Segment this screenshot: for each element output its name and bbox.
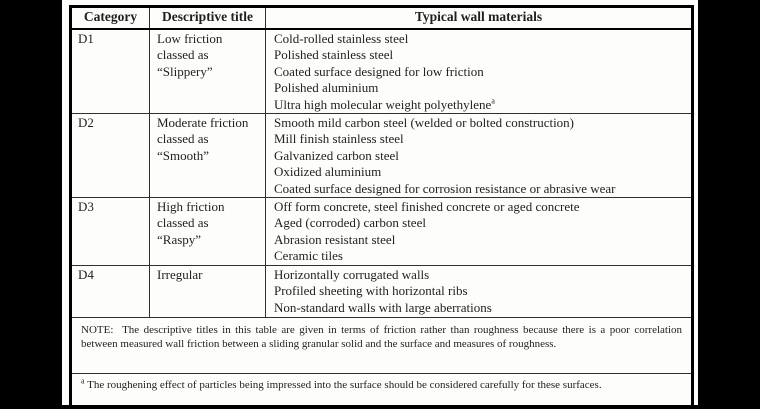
col-header-typical-wall-materials: Typical wall materials (266, 7, 693, 30)
title-line: classed as (157, 47, 209, 63)
material-line: Polished stainless steel (274, 47, 394, 63)
footnote-ref-sup: a (491, 96, 495, 106)
materials-cell (266, 265, 693, 317)
title-line: classed as (157, 131, 209, 147)
materials-cell (266, 114, 693, 198)
material-line: Aged (corroded) carbon steel (274, 215, 426, 231)
materials-cell (266, 198, 693, 266)
note-cell: NOTE: The descriptive titles in this table are given in terms of friction rather than roughness because there is a poor correlation between measured wall friction between a sliding granular solid and the surface and measures of roughness. (71, 317, 693, 373)
material-line: Abrasion resistant steel (274, 231, 396, 247)
materials-cell (266, 29, 693, 114)
category-cell: D1 (71, 29, 150, 114)
table-row-d1 (71, 29, 693, 114)
footnote-cell (71, 373, 693, 407)
letterbox-right (698, 0, 760, 405)
title-line: “Smooth” (157, 147, 209, 163)
descriptive-title-cell (150, 114, 266, 198)
material-line: Oxidized aluminium (274, 164, 382, 180)
title-line: High friction (157, 199, 225, 215)
letterbox-left (0, 0, 62, 405)
material-text: Ultra high molecular weight polyethylene (274, 96, 492, 112)
material-line: Coated surface designed for corrosion resistance or abrasive wear (274, 180, 616, 196)
document-page (62, 0, 698, 405)
wall-materials-table (69, 5, 694, 409)
material-line: Off form concrete, steel finished concrete or aged concrete (274, 199, 580, 215)
title-line: “Raspy” (157, 231, 202, 247)
title-line: Low friction (157, 31, 223, 46)
table-row-d4 (71, 265, 693, 317)
material-line: Mill finish stainless steel (274, 131, 404, 147)
material-line: Horizontally corrugated walls (274, 266, 430, 282)
header-row (71, 7, 693, 30)
footnote-row (71, 373, 693, 407)
title-line: classed as (157, 215, 209, 231)
material-line: Non-standard walls with large aberrations (274, 299, 492, 315)
material-line: Polished aluminium (274, 80, 379, 96)
title-line: “Slippery” (157, 63, 213, 79)
table-row-d3 (71, 198, 693, 266)
material-line: Galvanized carbon steel (274, 147, 399, 163)
table-row-d2 (71, 114, 693, 198)
material-line: Cold-rolled stainless steel (274, 31, 409, 46)
material-line: Profiled sheeting with horizontal ribs (274, 283, 468, 299)
category-cell: D4 (71, 265, 150, 317)
footnote-marker-sup: a (81, 376, 85, 386)
material-line: Ceramic tiles (274, 248, 343, 264)
category-cell: D3 (71, 198, 150, 266)
title-line: Moderate friction (157, 115, 249, 131)
material-line (274, 97, 687, 113)
title-line: Irregular (157, 266, 203, 282)
material-line: Smooth mild carbon steel (welded or bolted construction) (274, 115, 575, 131)
category-cell: D2 (71, 114, 150, 198)
descriptive-title-cell (150, 265, 266, 317)
note-row (71, 317, 693, 373)
footnote-text: The roughening effect of particles being impressed into the surface should be considered carefully for these surfaces. (87, 378, 602, 391)
descriptive-title-cell (150, 29, 266, 114)
col-header-descriptive-title: Descriptive title (150, 7, 266, 30)
descriptive-title-cell (150, 198, 266, 266)
col-header-category: Category (71, 7, 150, 30)
material-line: Coated surface designed for low friction (274, 63, 484, 79)
